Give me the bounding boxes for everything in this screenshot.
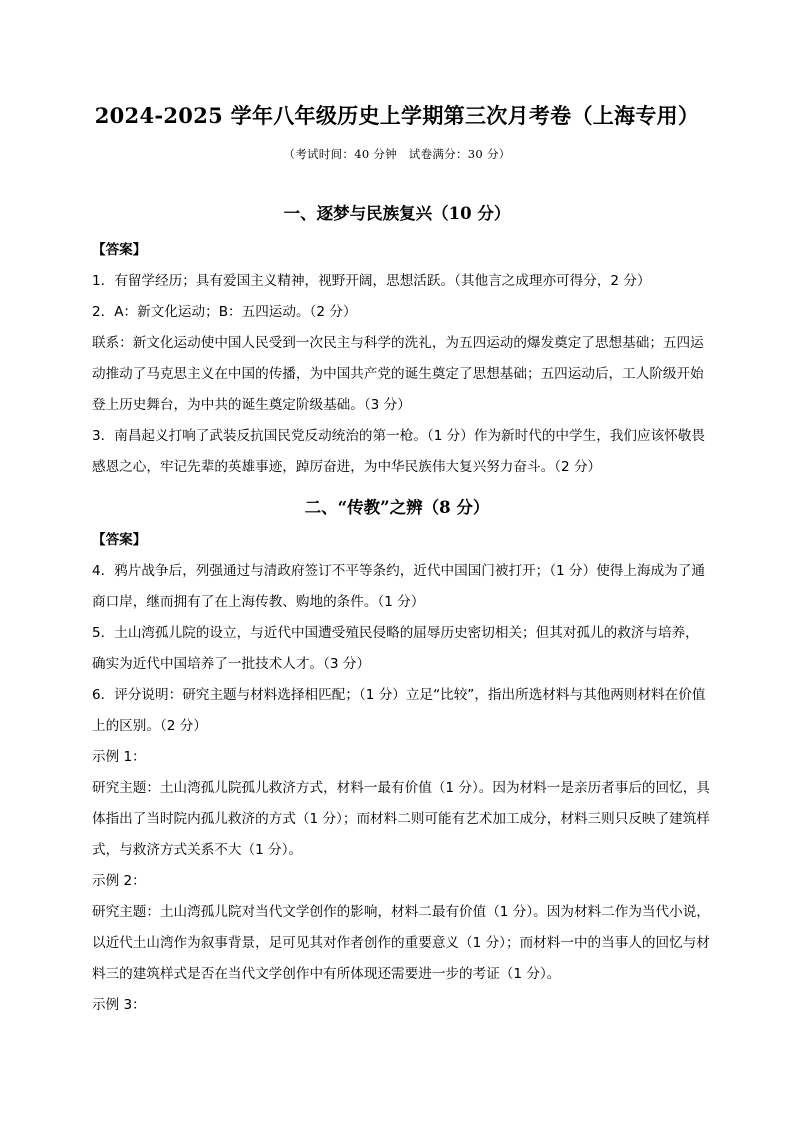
answer-line: 4．鸦片战争后，列强通过与清政府签订不平等条约，近代中国国门被打开；（1 分）使得上海成为了通: [92, 563, 705, 579]
answer-line: 商口岸，继而拥有了在上海传教、购地的条件。（1 分）: [92, 594, 425, 610]
answer-line: 3．南昌起义打响了武装反抗国民党反动统治的第一枪。（1 分）作为新时代的中学生，我们应该怀敬畏: [92, 428, 705, 444]
answer-line: 感恩之心，牢记先辈的英雄事迹，踔厉奋进，为中华民族伟大复兴努力奋斗。（2 分）: [92, 459, 602, 475]
answer-line: 2．A：新文化运动；B：五四运动。（2 分）: [92, 304, 357, 320]
answer-label: 【答案】: [92, 532, 147, 548]
answer-line: 动推动了马克思主义在中国的传播，为中国共产党的诞生奠定了思想基础；五四运动后，工人阶级开始: [92, 366, 704, 382]
answer-line: 5．土山湾孤儿院的设立，与近代中国遭受殖民侵略的屈辱历史密切相关；但其对孤儿的救济与培养，: [92, 625, 699, 641]
answer-label: 【答案】: [92, 242, 147, 258]
answer-line: 登上历史舞台，为中共的诞生奠定阶级基础。（3 分）: [92, 397, 411, 413]
section-heading-1: 一、逐梦与民族复兴（10 分）: [283, 204, 511, 223]
answer-line: 6．评分说明：研究主题与材料选择相匹配；（1 分）立足“比较”，指出所选材料与其他两则材料在价值: [92, 687, 706, 703]
example-label: 示例 3：: [92, 997, 146, 1013]
answer-line: 1．有留学经历；具有爱国主义精神，视野开阔，思想活跃。（其他言之成理亦可得分，2 分）: [92, 273, 651, 289]
section-heading-2: 二、“传教”之辨（8 分）: [304, 498, 490, 517]
answer-line: 料三的建筑样式是否在当代文学创作中有所体现还需要进一步的考证（1 分）。: [92, 966, 561, 982]
answer-line: 研究主题：土山湾孤儿院孤儿救济方式，材料一最有价值（1 分）。因为材料一是亲历者事后的回忆，具: [92, 780, 710, 796]
answer-line: 式，与救济方式关系不大（1 分）。: [92, 842, 303, 858]
example-label: 示例 2：: [92, 873, 146, 889]
answer-line: 上的区别。（2 分）: [92, 718, 207, 734]
page-title: 2024-2025 学年八年级历史上学期第三次月考卷（上海专用）: [94, 103, 700, 128]
answer-line: 研究主题：土山湾孤儿院对当代文学创作的影响，材料二最有价值（1 分）。因为材料二作为当代小说，: [92, 904, 710, 920]
exam-info: （考试时间：40 分钟 试卷满分：30 分）: [283, 147, 511, 161]
answer-line: 确实为近代中国培养了一批技术人才。（3 分）: [92, 656, 371, 672]
example-label: 示例 1：: [92, 749, 146, 765]
answer-line: 以近代土山湾作为叙事背景，足可见其对作者创作的重要意义（1 分）；而材料一中的当事人的回忆与材: [92, 935, 710, 951]
answer-line: 体指出了当时院内孤儿救济的方式（1 分）；而材料二则可能有艺术加工成分，材料三则只反映了建筑样: [92, 811, 710, 827]
answer-line: 联系：新文化运动使中国人民受到一次民主与科学的洗礼，为五四运动的爆发奠定了思想基础；五四运: [92, 335, 704, 351]
